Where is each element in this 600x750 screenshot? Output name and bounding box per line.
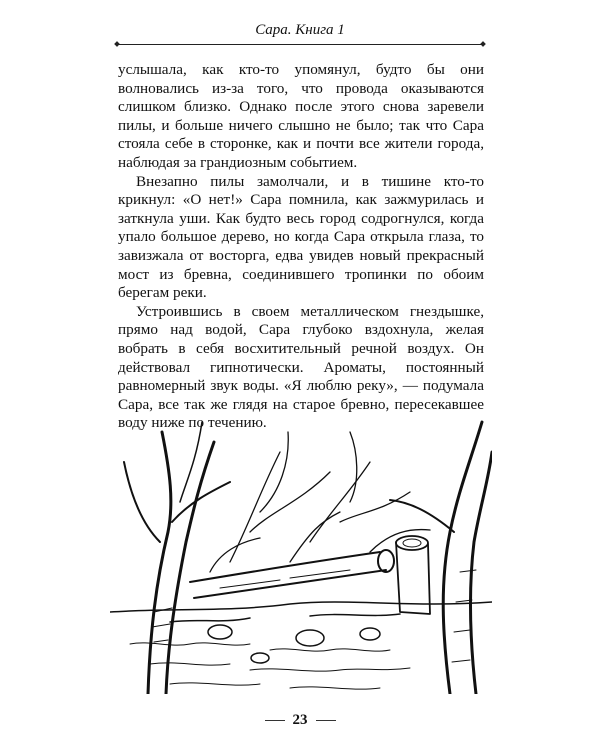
right-tree-trunk	[390, 422, 492, 694]
river-log-illustration	[110, 412, 492, 694]
left-tree-trunk	[124, 422, 230, 694]
paragraph: Внезапно пилы замолчали, и в тишине кто-то крикнул: «О нет!» Сара помнила, как зажмурилась и заткнула уши. Как будто весь город содрогнулся, когда упало большое дерево, но когда Сара открыла глаза, то завизжала от восторга, едва увидев новый прекрасный мост из бревна, соединившего тропинки по обоим берегам реки.	[118, 172, 484, 302]
body-text	[118, 61, 484, 433]
page-footer	[0, 712, 600, 729]
running-header-title: Сара. Книга 1	[255, 22, 345, 38]
header-rule	[118, 44, 482, 45]
river-rocks	[208, 625, 380, 663]
footer-rule-right	[316, 720, 336, 721]
river-water	[130, 643, 410, 689]
paragraph: услышала, как кто-то упомянул, будто бы они волновались из-за того, что провода оказываются слишком близко. Однако после этого снова заревели пилы, и больше ничего слышно не было; так что Сара стояла себе в сторонке, как и почти все жители города, наблюдая за грандиозным событием.	[118, 61, 484, 171]
paragraph: Устроившись в своем металлическом гнездышке, прямо над водой, Сара глубоко вздохнула, желая вобрать в себя восхитительный речной воздух. Он действовал гипнотически. Ароматы, постоянный равномерный звук воды. «Я люблю реку», — подумала Сара, все так же глядя на старое бревно, пересекавшее воду ниже по течению.	[118, 302, 484, 432]
river-bank	[110, 602, 492, 622]
page-number: 23	[292, 712, 308, 728]
footer-rule-left	[265, 720, 285, 721]
tree-stump	[396, 536, 430, 614]
